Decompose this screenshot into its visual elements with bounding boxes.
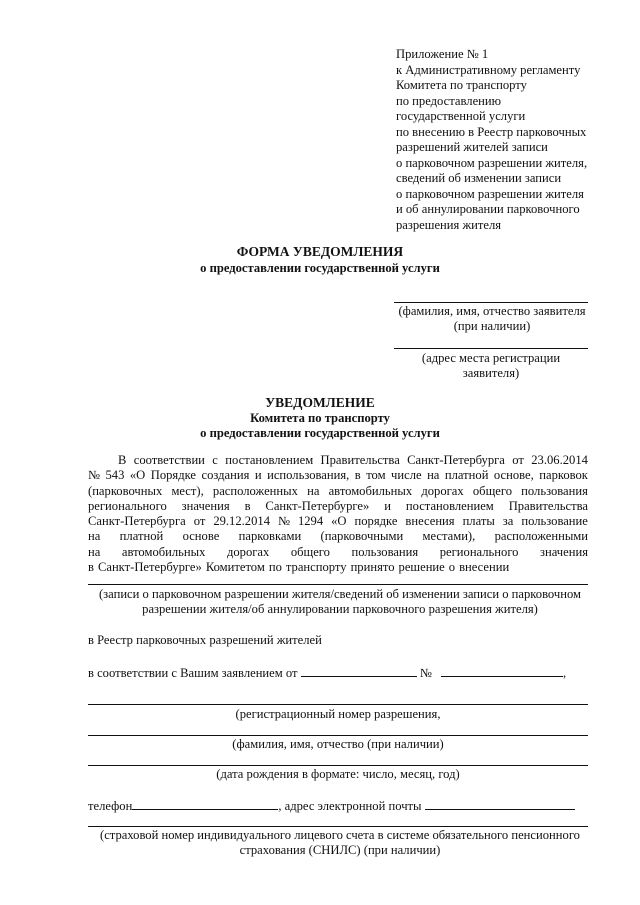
phone-field[interactable] xyxy=(132,797,278,810)
body-line: В соответствии с постановлением Правительства Санкт-Петербурга от 23.06.2014 xyxy=(118,453,588,467)
annex-line: разрешения жителя xyxy=(396,217,502,232)
birth-date-caption: (дата рождения в формате: число, месяц, год) xyxy=(216,767,460,781)
record-type-line[interactable] xyxy=(88,584,588,585)
applicant-name-caption: (фамилия, имя, отчество заявителя xyxy=(398,304,586,318)
notice-title: УВЕДОМЛЕНИЕ xyxy=(265,395,375,410)
body-line: на автомобильных дорогах общего пользования регионального значения xyxy=(88,544,588,559)
email-label: , адрес электронной почты xyxy=(278,799,422,813)
reg-number-caption: (регистрационный номер разрешения, xyxy=(235,707,441,721)
annex-line: государственной услуги xyxy=(396,109,526,123)
body-line: на платной основе парковками (парковочными местами), расположенными xyxy=(88,529,588,544)
contacts-row xyxy=(88,797,575,814)
application-prefix: в соответствии с Вашим заявлением от xyxy=(88,666,298,680)
snils-caption-2: страхования (СНИЛС) (при наличии) xyxy=(239,843,441,857)
birth-date-line[interactable] xyxy=(88,765,588,766)
reg-number-line[interactable] xyxy=(88,704,588,705)
annex-line: по внесению в Реестр парковочных xyxy=(396,124,587,139)
annex-line: о парковочном разрешении жителя xyxy=(396,186,584,201)
annex-line: Комитета по транспорту xyxy=(396,78,527,92)
annex-line: по предоставлению xyxy=(396,93,502,108)
body-line: регионального значения в Санкт-Петербурге» и постановлением Правительства xyxy=(88,498,588,513)
email-field[interactable] xyxy=(425,797,575,810)
phone-label: телефон xyxy=(88,799,133,813)
application-number-label: № xyxy=(419,666,432,680)
registry-text: в Реестр парковочных разрешений жителей xyxy=(88,633,322,647)
applicant-address-caption: (адрес места регистрации xyxy=(421,351,561,365)
annex-line: к Административному регламенту xyxy=(396,62,581,77)
applicant-address-caption-2: заявителя) xyxy=(462,366,520,380)
notice-subtitle-2: о предоставлении государственной услуги xyxy=(200,426,440,440)
annex-line: разрешений жителей записи xyxy=(396,140,548,154)
full-name-line[interactable] xyxy=(88,735,588,736)
body-line: (парковочных мест), расположенных на автомобильных дорогах общего пользования xyxy=(88,483,588,498)
notice-body xyxy=(88,453,588,575)
full-name-caption: (фамилия, имя, отчество (при наличии) xyxy=(232,737,444,751)
record-type-caption: (записи о парковочном разрешении жителя/сведений об изменении записи о парковочном xyxy=(98,587,582,601)
application-suffix: , xyxy=(563,666,567,680)
body-line: Санкт-Петербурга от 29.12.2014 № 1294 «О порядке внесения платы за пользование xyxy=(88,514,588,529)
snils-line[interactable] xyxy=(88,826,588,827)
applicant-name-line[interactable] xyxy=(394,302,588,303)
application-row xyxy=(88,664,566,681)
body-line: в Санкт-Петербурге» Комитетом по транспорту принято решение о внесении xyxy=(88,560,510,575)
annex-line: о парковочном разрешении жителя, xyxy=(396,155,588,170)
snils-caption: (страховой номер индивидуального лицевого счета в системе обязательного пенсионного xyxy=(100,828,580,842)
record-type-caption-2: разрешении жителя/об аннулировании парковочного разрешения жителя) xyxy=(142,602,538,616)
form-title: ФОРМА УВЕДОМЛЕНИЯ xyxy=(236,244,404,259)
body-line: № 543 «О Порядке создания и использования, в том числе на платной основе, парковок xyxy=(88,468,588,483)
annex-line: Приложение № 1 xyxy=(396,47,489,61)
applicant-name-caption-2: (при наличии) xyxy=(453,319,531,333)
annex-block xyxy=(396,47,596,233)
annex-line: и об аннулировании парковочного xyxy=(396,202,580,216)
application-number-field[interactable] xyxy=(441,664,563,677)
application-date-field[interactable] xyxy=(301,664,417,677)
applicant-address-line[interactable] xyxy=(394,348,588,349)
notice-subtitle-1: Комитета по транспорту xyxy=(250,411,390,425)
form-subtitle: о предоставлении государственной услуги xyxy=(200,261,440,275)
annex-line: сведений об изменении записи xyxy=(396,171,562,185)
